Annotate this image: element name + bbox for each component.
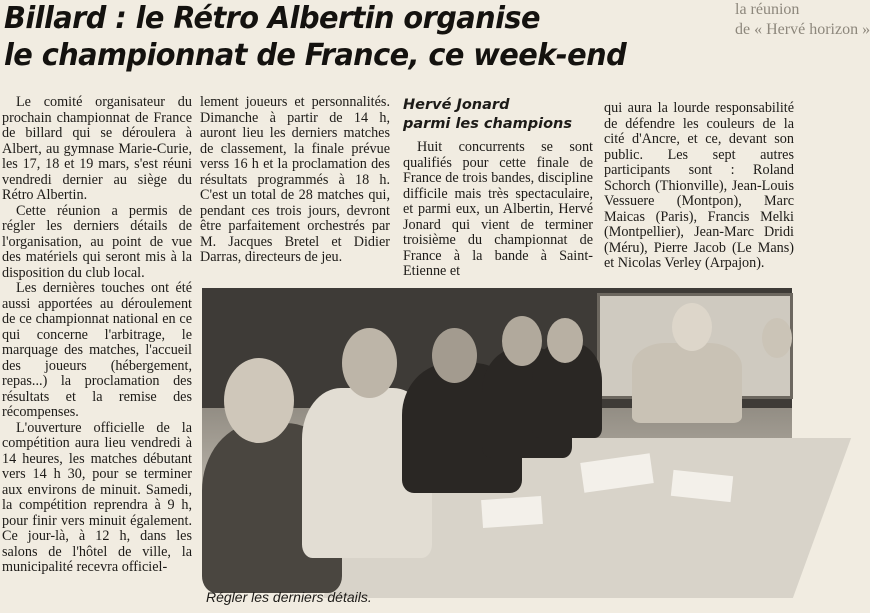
column-2 (200, 95, 390, 285)
subheading-line-2: parmi les champions (403, 116, 573, 132)
headline (4, 0, 676, 74)
adjacent-article-fragment (735, 0, 870, 40)
column-4 (604, 101, 794, 285)
photo-person-head (762, 318, 792, 358)
column-3 (403, 140, 593, 285)
meeting-photo (202, 288, 792, 579)
adjacent-line-2: de « Hervé horizon » (735, 21, 870, 38)
paragraph: Les dernières touches ont été aussi apportées au déroulement de ce championnat national en ce qui concerne l'arbitrage, le marquage des matches, l'accueil des joueurs (hébergement, repas...) la proclamation des résultats et la remise des récompenses. (2, 280, 192, 420)
headline-line-2: le championnat de France, ce week-end (4, 38, 627, 73)
photo-person-head (342, 328, 397, 398)
photo-person-head (224, 358, 294, 443)
subheading-line-1: Hervé Jonard (403, 97, 510, 113)
photo-person (632, 343, 742, 423)
paragraph: lement joueurs et personnalités. Dimanche à partir de 14 h, auront lieu les derniers matches de classement, la finale prévue verss 16 h et la proclamation des résultats programmés à 18 h. C'est un total de 28 matches qui, pendant ces trois jours, devront être parfaitement orchestrés par M. Jacques Bretel et Didier Darras, directeurs de jeu. (200, 94, 390, 265)
photo-person-head (672, 303, 712, 351)
paragraph: Huit concurrents se sont qualifiés pour cette finale de France de trois bandes, discipline difficile mais très spectaculaire, et parmi eux, un Albertin, Hervé Jonard qui vient de terminer troisième du championnat de France à la bande à Saint-Etienne et (403, 139, 593, 279)
subheading (403, 96, 593, 134)
photo-document (481, 496, 543, 528)
paragraph: qui aura la lourde responsabilité de défendre les couleurs de la cité d'Ancre, et ce, devant son public. Les sept autres participants sont : Roland Schorch (Thionville), Jean-Louis Vessuere (Montpon), Marc Maicas (Paris), Francis Melki (Montpellier), Jean-Marc Dridi (Méru), Pierre Jacob (Le Mans) et Nicolas Verley (Arpajon). (604, 100, 794, 271)
photo-person-head (432, 328, 477, 383)
column-1 (2, 95, 192, 610)
photo-person-head (547, 318, 583, 363)
photo-caption: Régler les derniers détails. (206, 589, 372, 605)
headline-line-1: Billard : le Rétro Albertin organise (4, 1, 540, 36)
paragraph: L'ouverture officielle de la compétition aura lieu vendredi à 14 heures, les matches débutant vers 14 h 30, pour se terminer aux environs de minuit. Samedi, la compétition reprendra à 9 h, pour finir vers minuit également. Ce jour-là, à 12 h, dans les salons de l'hôtel de ville, la municipalité recevra officiel- (2, 419, 192, 575)
adjacent-line-1: la réunion (735, 1, 800, 18)
paragraph: Le comité organisateur du prochain championnat de France de billard qui se déroulera à Albert, au gymnase Marie-Curie, les 17, 18 et 19 mars, s'est réuni vendredi dernier au siège du Rétro Albertin. (2, 94, 192, 203)
paragraph: Cette réunion a permis de régler les derniers détails de l'organisation, au point de vue des matériels qui seront mis à la disposition du club local. (2, 202, 192, 281)
